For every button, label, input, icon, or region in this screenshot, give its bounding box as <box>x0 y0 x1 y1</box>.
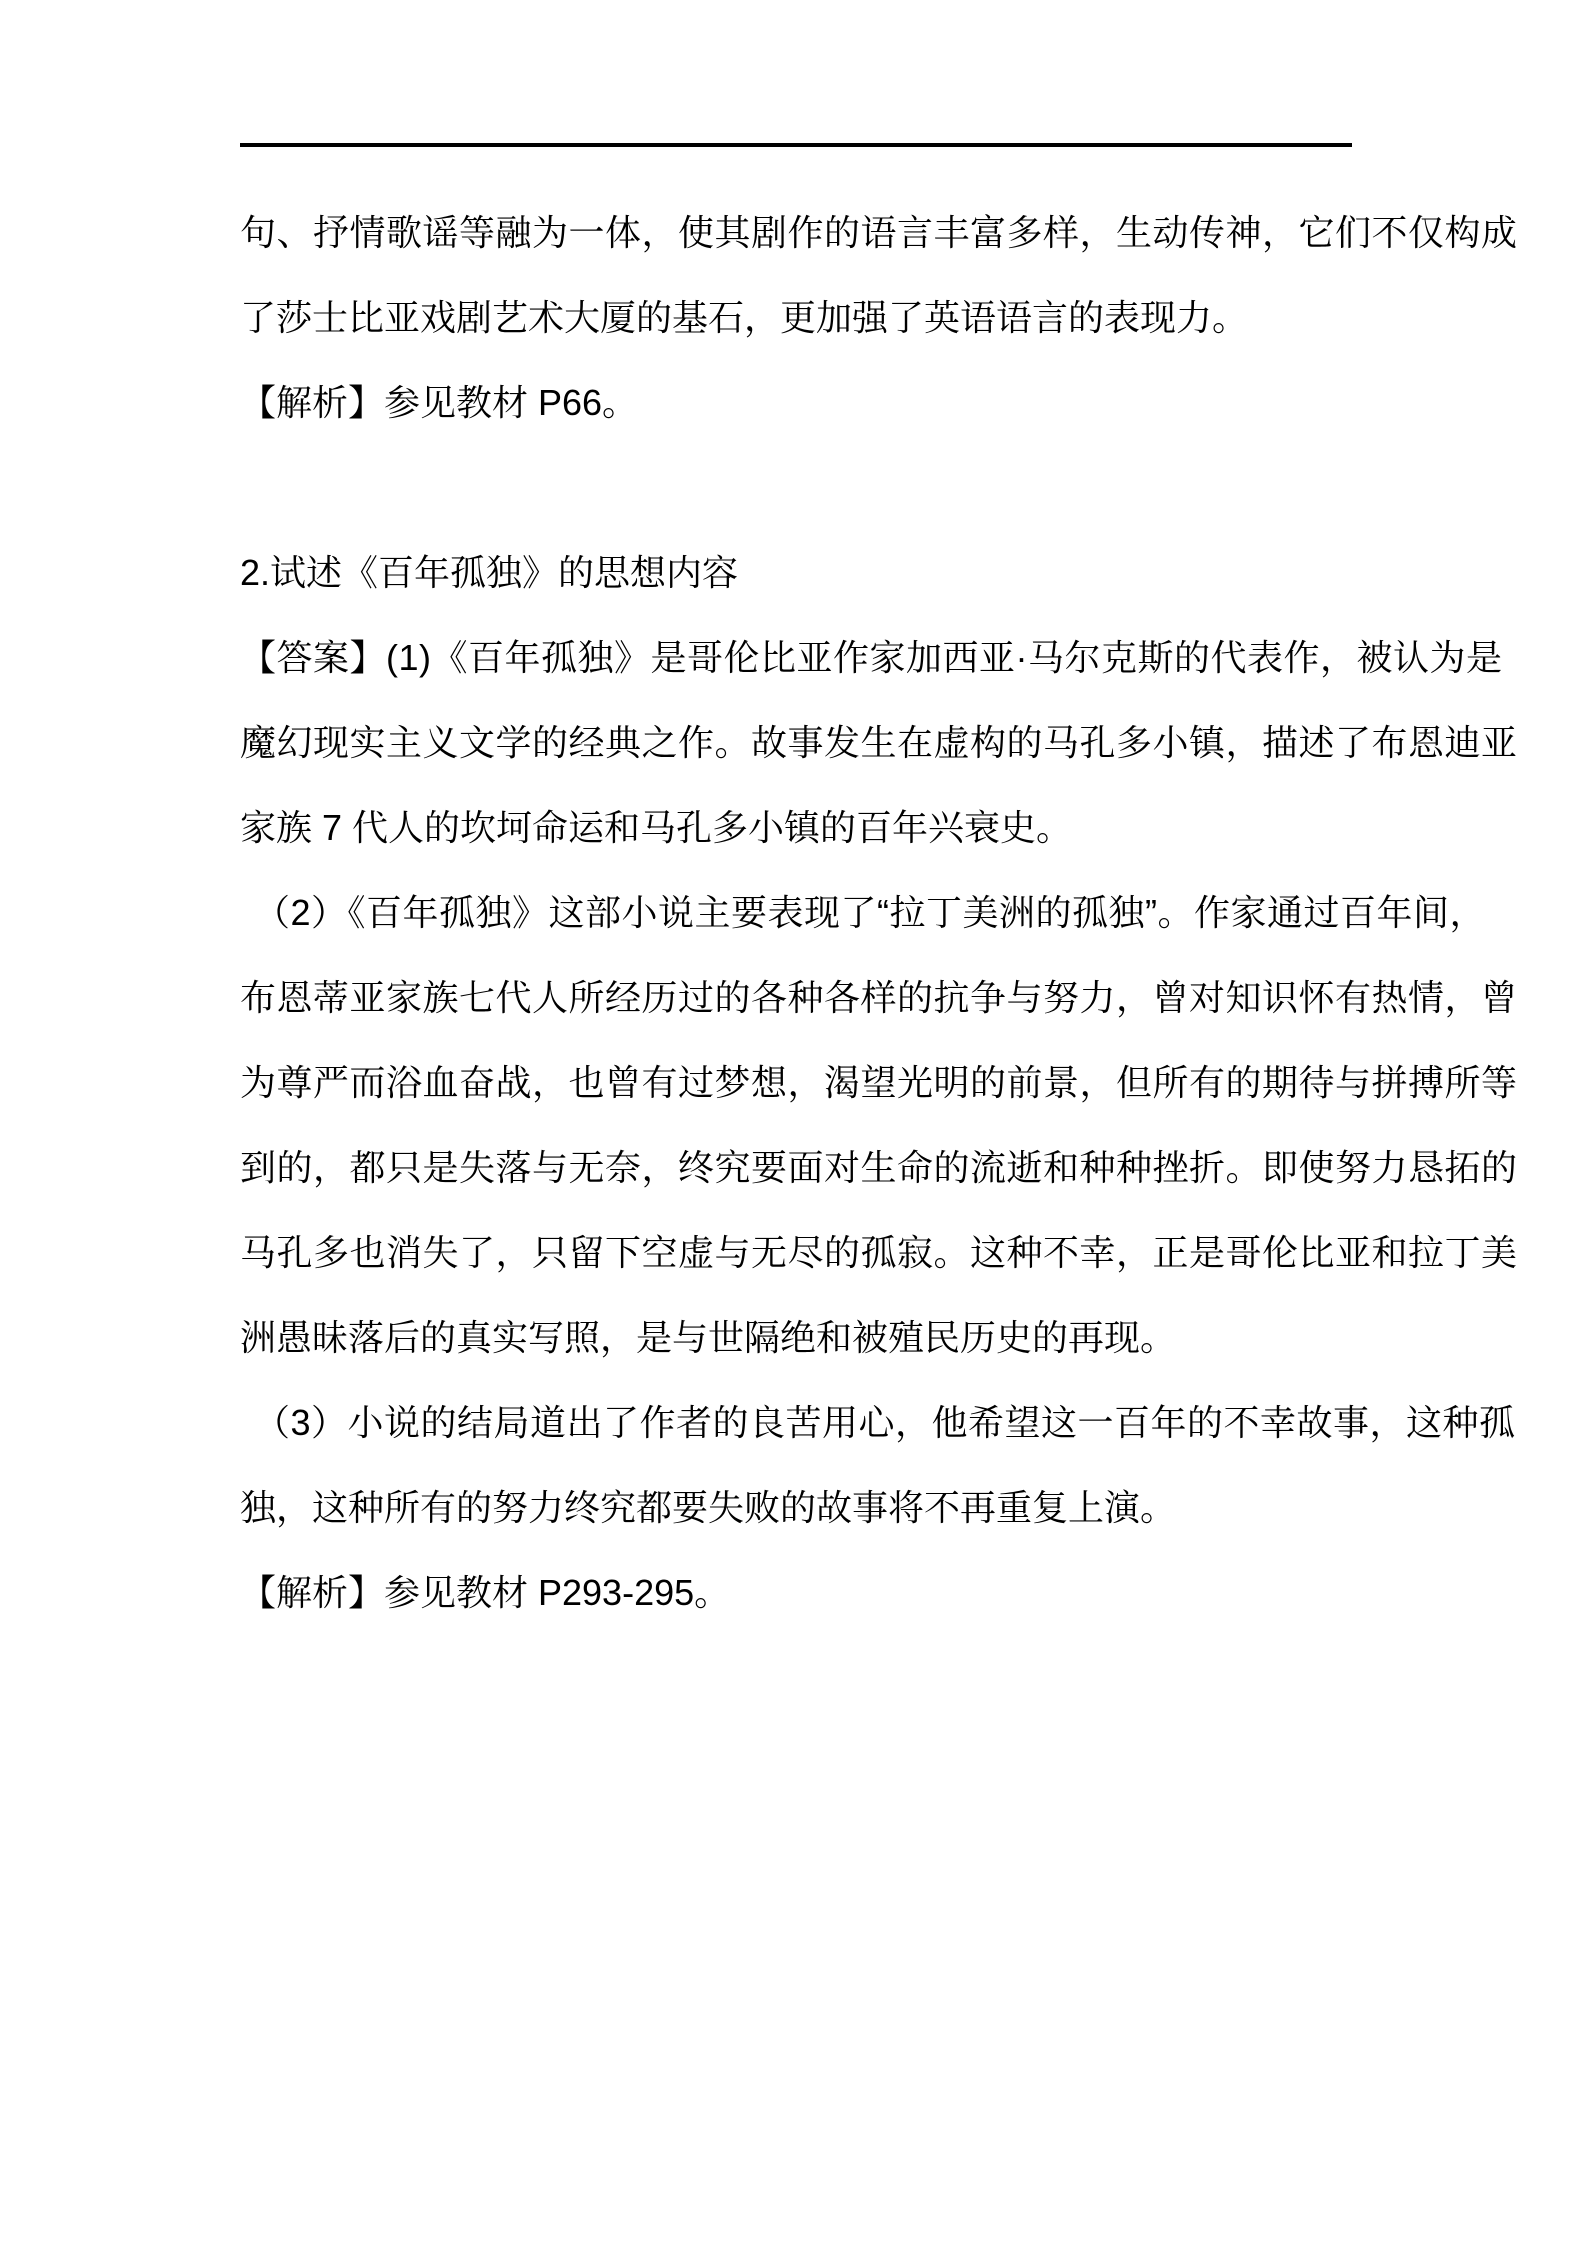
answer-line: 【答案】(1)《百年孤独》是哥伦比亚作家加西亚·马尔克斯的代表作，被认为是 <box>240 637 1503 678</box>
question-2-title: 2.试述《百年孤独》的思想内容 <box>240 552 739 593</box>
answer-line: 独，这种所有的努力终究都要失败的故事将不再重复上演。 <box>240 1487 1177 1528</box>
header-rule <box>240 143 1352 147</box>
analysis-reference-p66: 【解析】参见教材 P66。 <box>240 382 639 423</box>
blank-line <box>240 445 1357 530</box>
answer-point-3-line: （3）小说的结局道出了作者的良苦用心，他希望这一百年的不幸故事，这种孤 <box>254 1402 1516 1443</box>
paragraph-line: 句、抒情歌谣等融为一体，使其剧作的语言丰富多样，生动传神，它们不仅构成 <box>240 212 1518 253</box>
text-block <box>240 190 1518 1635</box>
paragraph-line: 了莎士比亚戏剧艺术大厦的基石，更加强了英语语言的表现力。 <box>240 297 1249 338</box>
answer-line: 家族 7 代人的坎坷命运和马孔多小镇的百年兴衰史。 <box>240 807 1073 848</box>
analysis-reference-p293: 【解析】参见教材 P293-295。 <box>240 1572 731 1613</box>
answer-line: 洲愚昧落后的真实写照，是与世隔绝和被殖民历史的再现。 <box>240 1317 1177 1358</box>
answer-point-2-line: （2）《百年孤独》这部小说主要表现了“拉丁美洲的孤独”。作家通过百年间， <box>254 892 1486 933</box>
answer-line: 布恩蒂亚家族七代人所经历过的各种各样的抗争与努力，曾对知识怀有热情，曾 <box>240 977 1518 1018</box>
answer-line: 马孔多也消失了，只留下空虚与无尽的孤寂。这种不幸，正是哥伦比亚和拉丁美 <box>240 1232 1518 1273</box>
answer-line: 为尊严而浴血奋战，也曾有过梦想，渴望光明的前景，但所有的期待与拼搏所等 <box>240 1062 1518 1103</box>
answer-line: 到的，都只是失落与无奈，终究要面对生命的流逝和种种挫折。即使努力恳拓的 <box>240 1147 1518 1188</box>
answer-line: 魔幻现实主义文学的经典之作。故事发生在虚构的马孔多小镇，描述了布恩迪亚 <box>240 722 1518 763</box>
